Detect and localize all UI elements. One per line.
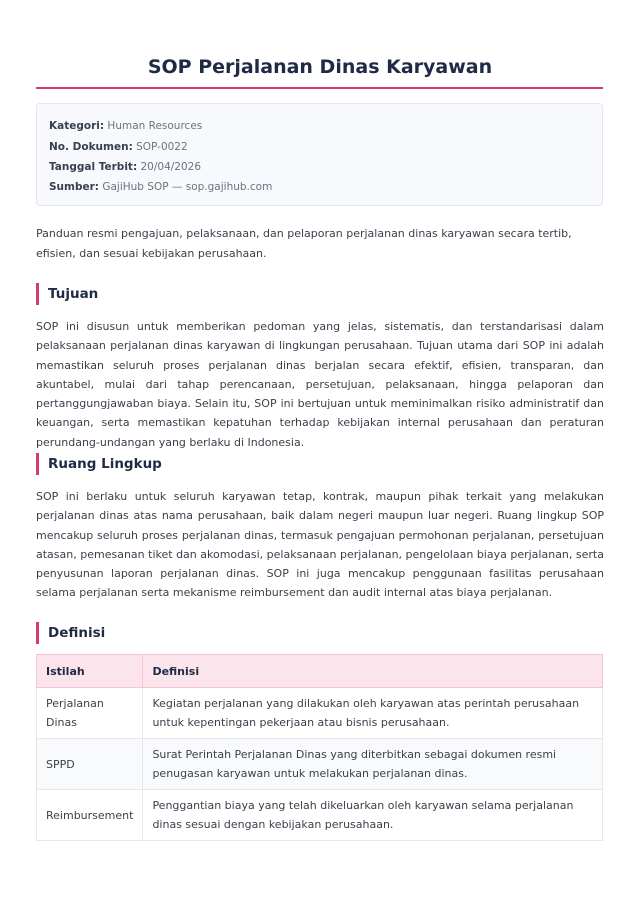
- meta-doc-number-label: No. Dokumen:: [49, 141, 133, 153]
- table-row: [37, 739, 603, 790]
- section-title: Ruang Lingkup: [48, 456, 162, 472]
- definition-cell: Penggantian biaya yang telah dikeluarkan oleh karyawan selama perjalanan dinas sesuai dengan kebijakan perusahaan.: [143, 790, 603, 841]
- definitions-table: [36, 654, 603, 841]
- term-cell: Reimbursement: [37, 790, 143, 841]
- meta-issue-date-label: Tanggal Terbit:: [49, 161, 138, 173]
- meta-issue-date-value: 20/04/2026: [140, 161, 202, 173]
- meta-issue-date: [49, 160, 201, 174]
- meta-category: [49, 119, 202, 133]
- section-accent-bar: [36, 453, 39, 475]
- section-heading-ruang-lingkup: [36, 453, 604, 475]
- meta-source-label: Sumber:: [49, 181, 99, 193]
- meta-doc-number: [49, 140, 188, 154]
- meta-source: [49, 180, 272, 194]
- document-title: SOP Perjalanan Dinas Karyawan: [147, 56, 493, 78]
- section-title: Tujuan: [48, 286, 99, 302]
- definition-cell: Surat Perintah Perjalanan Dinas yang diterbitkan sebagai dokumen resmi penugasan karyawan untuk melakukan perjalanan dinas.: [143, 739, 603, 790]
- definition-cell: Kegiatan perjalanan yang dilakukan oleh karyawan atas perintah perusahaan untuk kepentingan pekerjaan atau bisnis perusahaan.: [143, 688, 603, 739]
- section-body-tujuan: SOP ini disusun untuk memberikan pedoman yang jelas, sistematis, dan terstandarisasi dalam pelaksanaan perjalanan dinas karyawan di lingkungan perusahaan. Tujuan utama dari SOP ini adalah memastikan seluruh proses perjalanan dinas berjalan secara efektif, efisien, transparan, dan akuntabel, mulai dari tahap perencanaan, persetujuan, pelaksanaan, hingga pelaporan dan pertanggungjawaban biaya. Selain itu, SOP ini bertujuan untuk meminimalkan risiko administratif dan keuangan, serta memastikan kepatuhan terhadap kebijakan internal perusahaan dan peraturan perundang-undangan yang berlaku di Indonesia.: [36, 320, 604, 449]
- table-row: [37, 790, 603, 841]
- meta-source-value: GajiHub SOP — sop.gajihub.com: [102, 181, 273, 193]
- meta-doc-number-value: SOP-0022: [136, 141, 188, 153]
- term-cell: SPPD: [37, 739, 143, 790]
- term-cell: Perjalanan Dinas: [37, 688, 143, 739]
- title-divider: [36, 87, 603, 89]
- column-header-term: Istilah: [37, 655, 143, 688]
- intro-paragraph: Panduan resmi pengajuan, pelaksanaan, dan pelaporan perjalanan dinas karyawan secara tertib, efisien, dan sesuai kebijakan perusahaan.: [36, 227, 572, 260]
- section-title: Definisi: [48, 625, 106, 641]
- table-header-row: [37, 655, 603, 688]
- meta-category-value: Human Resources: [107, 120, 203, 132]
- section-heading-tujuan: [36, 283, 604, 305]
- table-row: [37, 688, 603, 739]
- section-accent-bar: [36, 283, 39, 305]
- section-accent-bar: [36, 622, 39, 644]
- meta-category-label: Kategori:: [49, 120, 105, 132]
- metadata-box: [36, 103, 603, 206]
- section-body-ruang-lingkup: SOP ini berlaku untuk seluruh karyawan tetap, kontrak, maupun pihak terkait yang melakukan perjalanan dinas atas nama perusahaan, baik dalam negeri maupun luar negeri. Ruang lingkup SOP mencakup seluruh proses perjalanan dinas, termasuk pengajuan permohonan perjalanan, persetujuan atasan, pemesanan tiket dan akomodasi, pelaksanaan perjalanan, pengelolaan biaya perjalanan, serta penyusunan laporan perjalanan dinas. SOP ini juga mencakup penggunaan fasilitas perusahaan selama perjalanan serta mekanisme reimbursement dan audit internal atas biaya perjalanan.: [36, 490, 604, 600]
- section-heading-definisi: [36, 622, 604, 644]
- column-header-definition: Definisi: [143, 655, 603, 688]
